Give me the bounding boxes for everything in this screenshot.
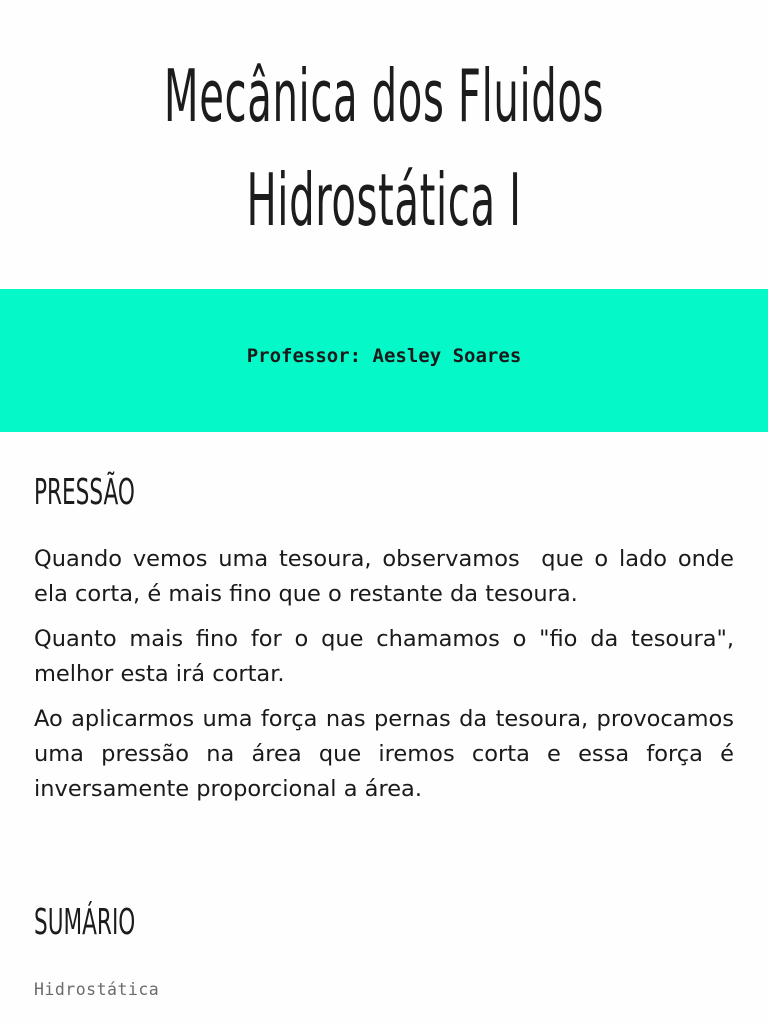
section-heading-sumario: SUMÁRIO bbox=[34, 902, 136, 943]
paragraph-3: Ao aplicarmos uma força nas pernas da tesoura, provocamos uma pressão na área que iremos corta e essa força é inversamente proporcional a área. bbox=[34, 706, 742, 802]
professor-name: Professor: Aesley Soares bbox=[246, 345, 522, 367]
document-title bbox=[0, 44, 768, 252]
paragraph-2: Quanto mais fino for o que chamamos o "fio da tesoura", melhor esta irá cortar. bbox=[34, 626, 742, 687]
pressao-body bbox=[34, 542, 742, 817]
paragraph-1: Quando vemos uma tesoura, observamos que o lado onde ela corta, é mais fino que o restante da tesoura. bbox=[34, 546, 742, 607]
summary-item-hidrostatica[interactable]: Hidrostática bbox=[34, 980, 160, 999]
section-heading-pressao: PRESSÃO bbox=[34, 472, 135, 513]
title-line-2: Hidrostática I bbox=[246, 158, 522, 242]
title-line-1: Mecânica dos Fluidos bbox=[163, 54, 605, 138]
